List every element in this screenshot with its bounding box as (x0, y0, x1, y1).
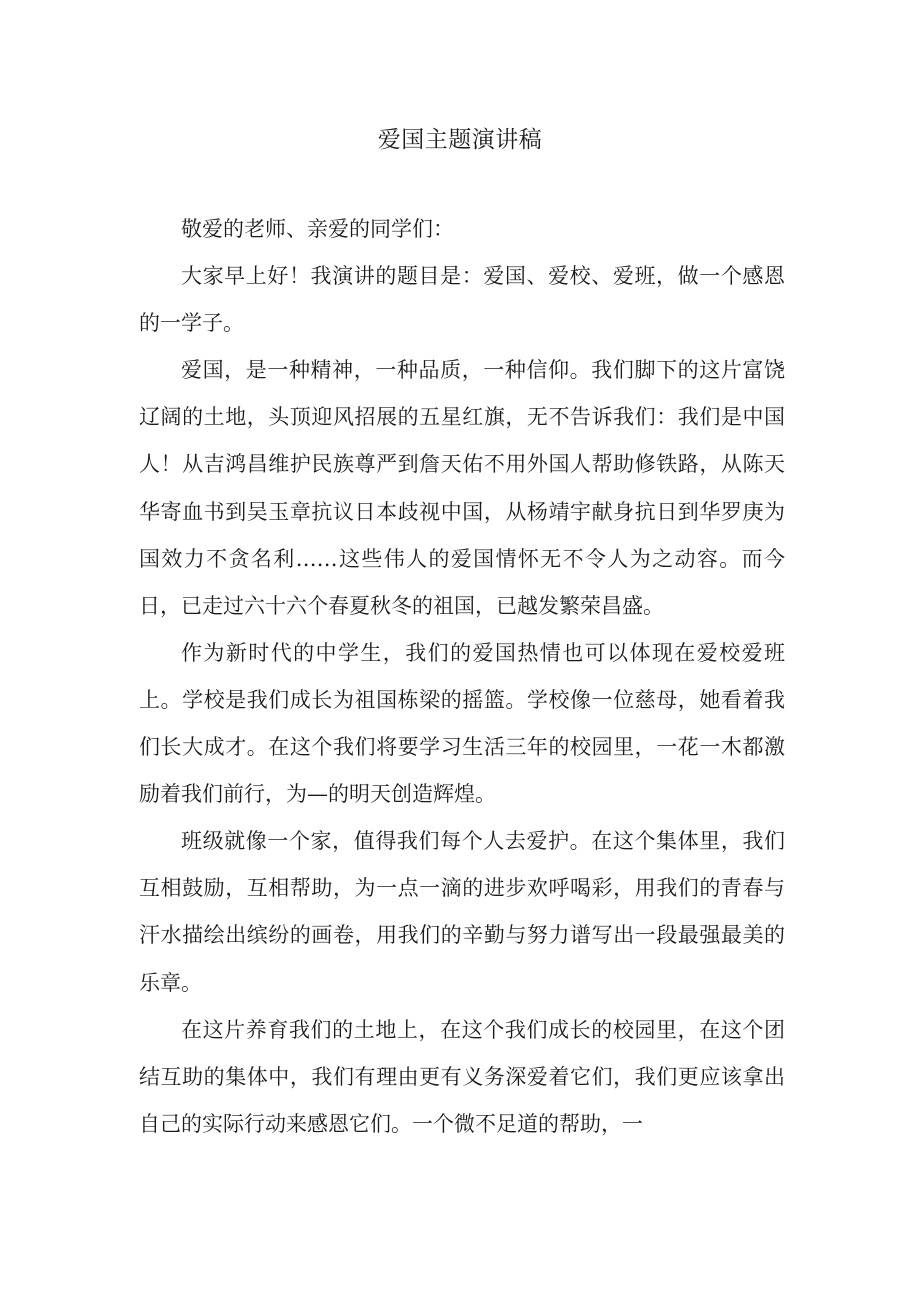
paragraph-greeting: 大家早上好！我演讲的题目是：爱国、爱校、爱班，做一个感恩的一学子。 (139, 264, 785, 336)
document-title: 爱国主题演讲稿 (377, 127, 543, 153)
document-body (139, 206, 785, 1148)
paragraph-class: 班级就像一个家，值得我们每个人去爱护。在这个集体里，我们互相鼓励，互相帮助，为一点一滴的进步欢呼喝彩，用我们的青春与汗水描绘出缤纷的画卷，用我们的辛勤与努力谱写出一段最强最美的乐章。 (139, 829, 785, 995)
paragraph-school: 作为新时代的中学生，我们的爱国热情也可以体现在爱校爱班上。学校是我们成长为祖国栋梁的摇篮。学校像一位慈母，她看着我们长大成才。在这个我们将要学习生活三年的校园里，一花一木都激励着我们前行，为—的明天创造辉煌。 (139, 640, 785, 807)
paragraph-patriotism: 爱国，是一种精神，一种品质，一种信仰。我们脚下的这片富饶辽阔的土地，头顶迎风招展的五星红旗，无不告诉我们：我们是中国人！从吉鸿昌维护民族尊严到詹天佑不用外国人帮助修铁路，从陈天华寄血书到吴玉章抗议日本歧视中国，从杨靖宇献身抗日到华罗庚为国效力不贪名利……这些伟人的爱国情怀无不令人为之动容。而今日，已走过六十六个春夏秋冬的祖国，已越发繁荣昌盛。 (139, 358, 785, 618)
paragraph-salutation: 敬爱的老师、亲爱的同学们： (181, 217, 454, 241)
paragraph-gratitude: 在这片养育我们的土地上，在这个我们成长的校园里，在这个团结互助的集体中，我们有理由更有义务深爱着它们，我们更应该拿出自己的实际行动来感恩它们。一个微不足道的帮助，一 (139, 1017, 785, 1136)
